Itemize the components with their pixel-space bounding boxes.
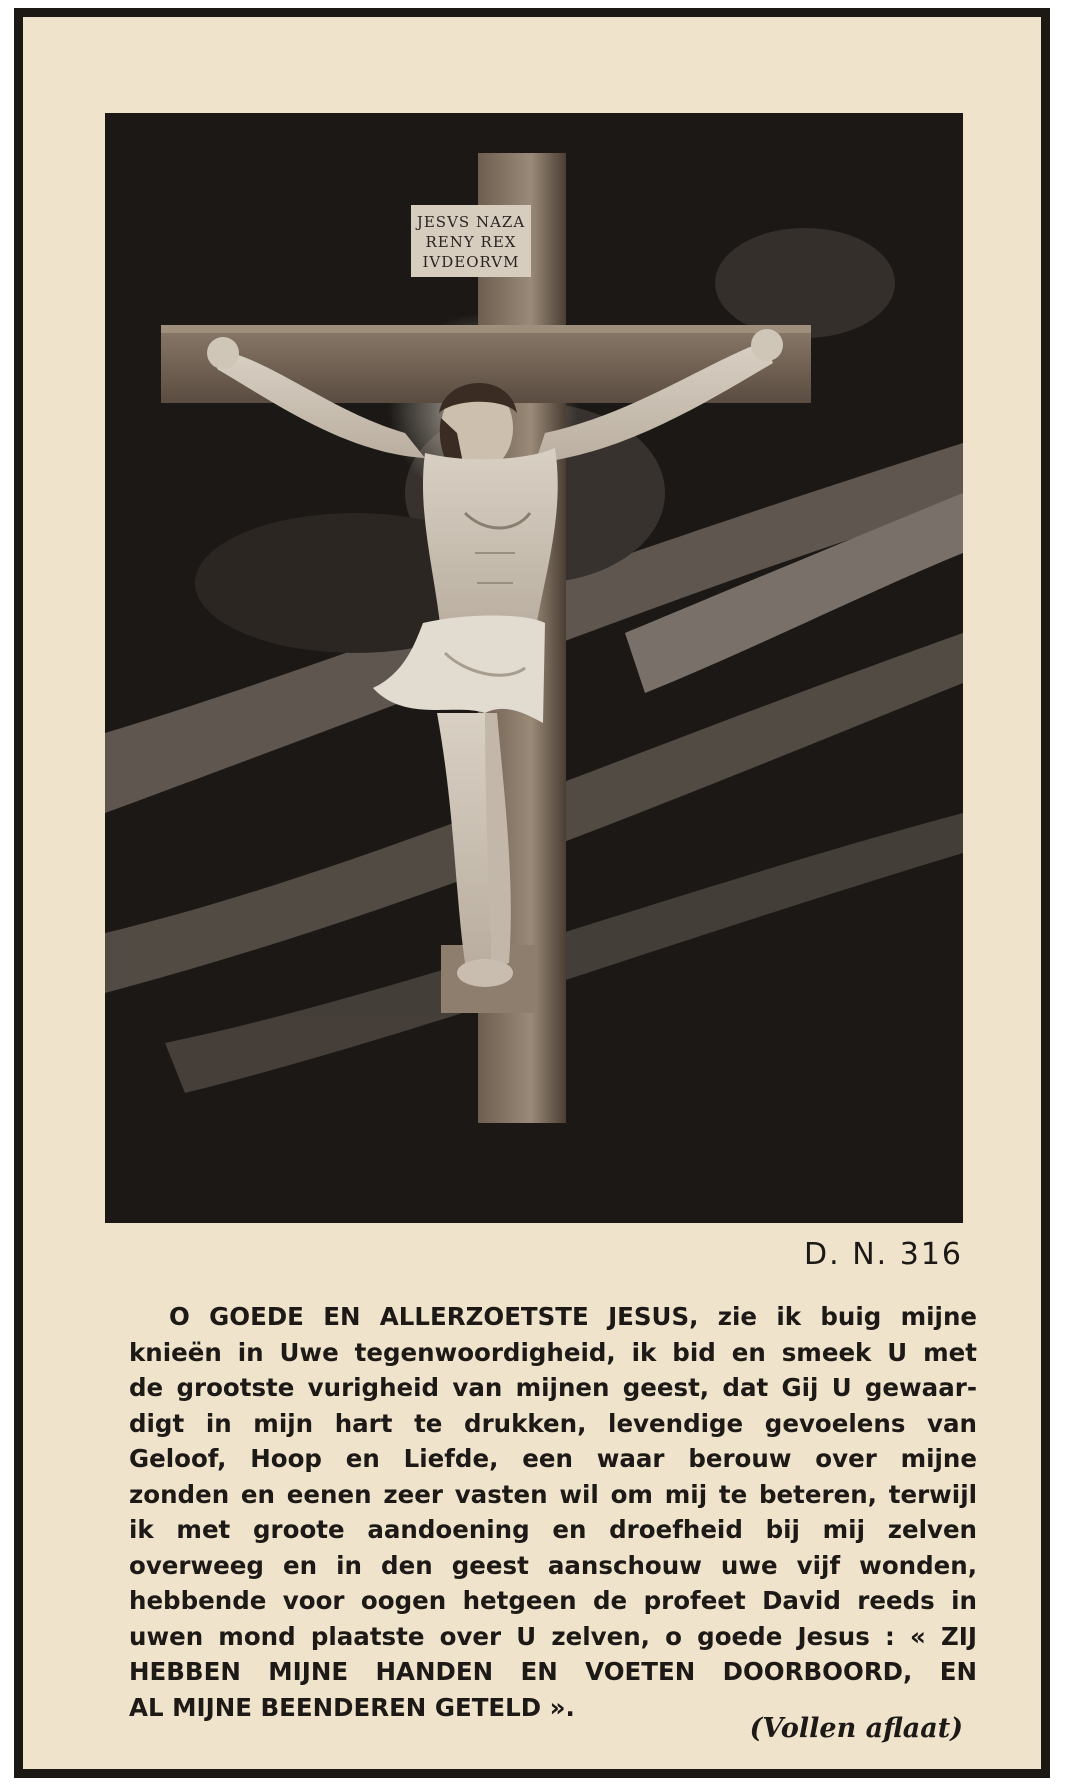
reference-number: D. N. 316 — [804, 1237, 963, 1272]
indulgence-note: (Vollen aflaat) — [749, 1713, 963, 1744]
memorial-card — [14, 8, 1050, 1778]
prayer-line: uwen mond plaatste over U zelven, o goede Jesus : « ZIJ — [129, 1621, 977, 1651]
prayer-line: digt in mijn hart te drukken, levendige gevoelens van — [129, 1408, 977, 1438]
prayer-text — [129, 1299, 977, 1725]
prayer-line: HEBBEN MIJNE HANDEN EN VOETEN DOORBOORD, EN — [129, 1657, 977, 1686]
prayer-line: Geloof, Hoop en Liefde, een waar berouw over mijne — [129, 1444, 977, 1473]
inscription-line-2: RENY REX — [425, 233, 517, 251]
inscription-line-3: IVDEORVM — [422, 253, 520, 271]
prayer-line: hebbende voor oogen hetgeen de profeet David reeds in — [129, 1586, 977, 1615]
prayer-line: knieën in Uwe tegenwoordigheid, ik bid en smeek U met — [129, 1337, 977, 1367]
prayer-line: zonden en eenen zeer vasten wil om mij te beteren, terwijl — [129, 1479, 977, 1509]
prayer-line: ik met groote aandoening en droefheid bij mij zelven — [129, 1515, 977, 1544]
prayer-line: O GOEDE EN ALLERZOETSTE JESUS, zie ik buig mijne — [169, 1302, 977, 1331]
crucifix-image — [105, 113, 963, 1223]
prayer-line: overweeg en in den geest aanschouw uwe vijf wonden, — [129, 1550, 977, 1580]
crucifixion-illustration — [105, 113, 963, 1223]
prayer-line: AL MIJNE BEENDEREN GETELD ». — [129, 1692, 575, 1722]
inscription-line-1: JESVS NAZA — [416, 213, 526, 231]
prayer-line: de grootste vurigheid van mijnen geest, dat Gij U gewaar- — [129, 1373, 977, 1402]
